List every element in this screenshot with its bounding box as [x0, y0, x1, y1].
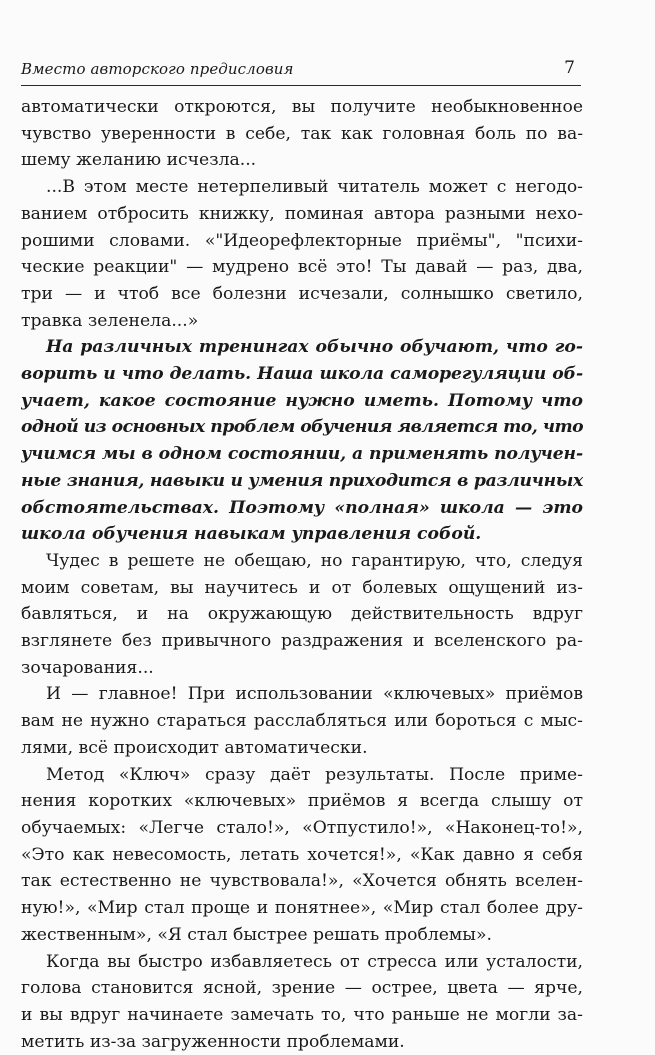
text-line: И — главное! При использовании «ключевых» приёмов — [46, 684, 583, 705]
text-line: взглянете без привычного раздражения и вселенского ра- — [21, 631, 583, 652]
emphasized-text-line: На различных тренингах обычно обучают, что го- — [46, 337, 583, 358]
text-line: ческие реакции" — мудрено всё это! Ты давай — раз, два, — [21, 257, 583, 278]
text-line: рошими словами. «"Идеорефлекторные приёмы", "психи- — [21, 230, 583, 251]
text-line: жественным», «Я стал быстрее решать проблемы». — [21, 924, 492, 945]
text-line: нения коротких «ключевых» приёмов я всегда слышу от — [21, 791, 583, 812]
text-line: голова становится ясной, зрение — острее, цвета — ярче, — [21, 978, 583, 999]
body-text — [21, 94, 583, 1055]
emphasized-text-line: учимся мы в одном состоянии, а применять получен- — [21, 444, 583, 465]
text-line: шему желанию исчезла... — [21, 150, 257, 171]
emphasized-text-line: обстоятельствах. Поэтому «полная» школа — это — [21, 497, 583, 518]
emphasized-text-line: ворить и что делать. Наша школа саморегуляции об- — [21, 364, 583, 385]
text-line: ную!», «Мир стал проще и понятнее», «Мир стал более дру- — [21, 898, 583, 919]
text-line: лями, всё происходит автоматически. — [21, 737, 368, 758]
text-line: обучаемых: «Легче стало!», «Отпустило!», «Наконец-то!», — [21, 817, 583, 838]
text-line: Метод «Ключ» сразу даёт результаты. После приме- — [46, 764, 583, 785]
emphasized-text-line: учает, какое состояние нужно иметь. Потому что — [21, 390, 583, 411]
page-number: 7 — [564, 58, 575, 78]
text-line: Чудес в решете не обещаю, но гарантирую, что, следуя — [46, 550, 583, 571]
emphasized-text-line: одной из основных проблем обучения является то, что — [21, 417, 583, 438]
text-line: автоматически откроются, вы получите необыкновенное — [21, 97, 583, 117]
text-line: и вы вдруг начинаете замечать то, что раньше не могли за- — [21, 1004, 583, 1025]
text-line: ванием отбросить книжку, поминая автора разными нехо- — [21, 203, 583, 224]
text-line: бавляться, и на окружающую действительность вдруг — [21, 604, 583, 625]
text-line: вам не нужно стараться расслабляться или бороться с мыс- — [21, 711, 583, 732]
text-line: «Это как невесомость, летать хочется!», «Как давно я себя — [21, 844, 583, 865]
emphasized-text-line: школа обучения навыкам управления собой. — [21, 524, 482, 545]
text-line: травка зеленела...» — [21, 310, 199, 331]
text-line: моим советам, вы научитесь и от болевых ощущений из- — [21, 577, 583, 598]
text-line: Когда вы быстро избавляетесь от стресса или усталости, — [46, 951, 583, 972]
text-line: зочарования... — [21, 657, 154, 678]
text-line: чувство уверенности в себе, так как головная боль по ва- — [21, 123, 583, 144]
text-line: так естественно не чувствовала!», «Хочется обнять вселен- — [21, 871, 583, 892]
running-header — [21, 55, 581, 86]
emphasized-text-line: ные знания, навыки и умения приходится в различных — [21, 470, 583, 491]
header-title: Вместо авторского предисловия — [21, 60, 294, 78]
text-line: три — и чтоб все болезни исчезали, солнышко светило, — [21, 283, 583, 304]
text-line: метить из-за загруженности проблемами. — [21, 1031, 405, 1052]
text-line: ...В этом месте нетерпеливый читатель может с негодо- — [46, 177, 583, 198]
